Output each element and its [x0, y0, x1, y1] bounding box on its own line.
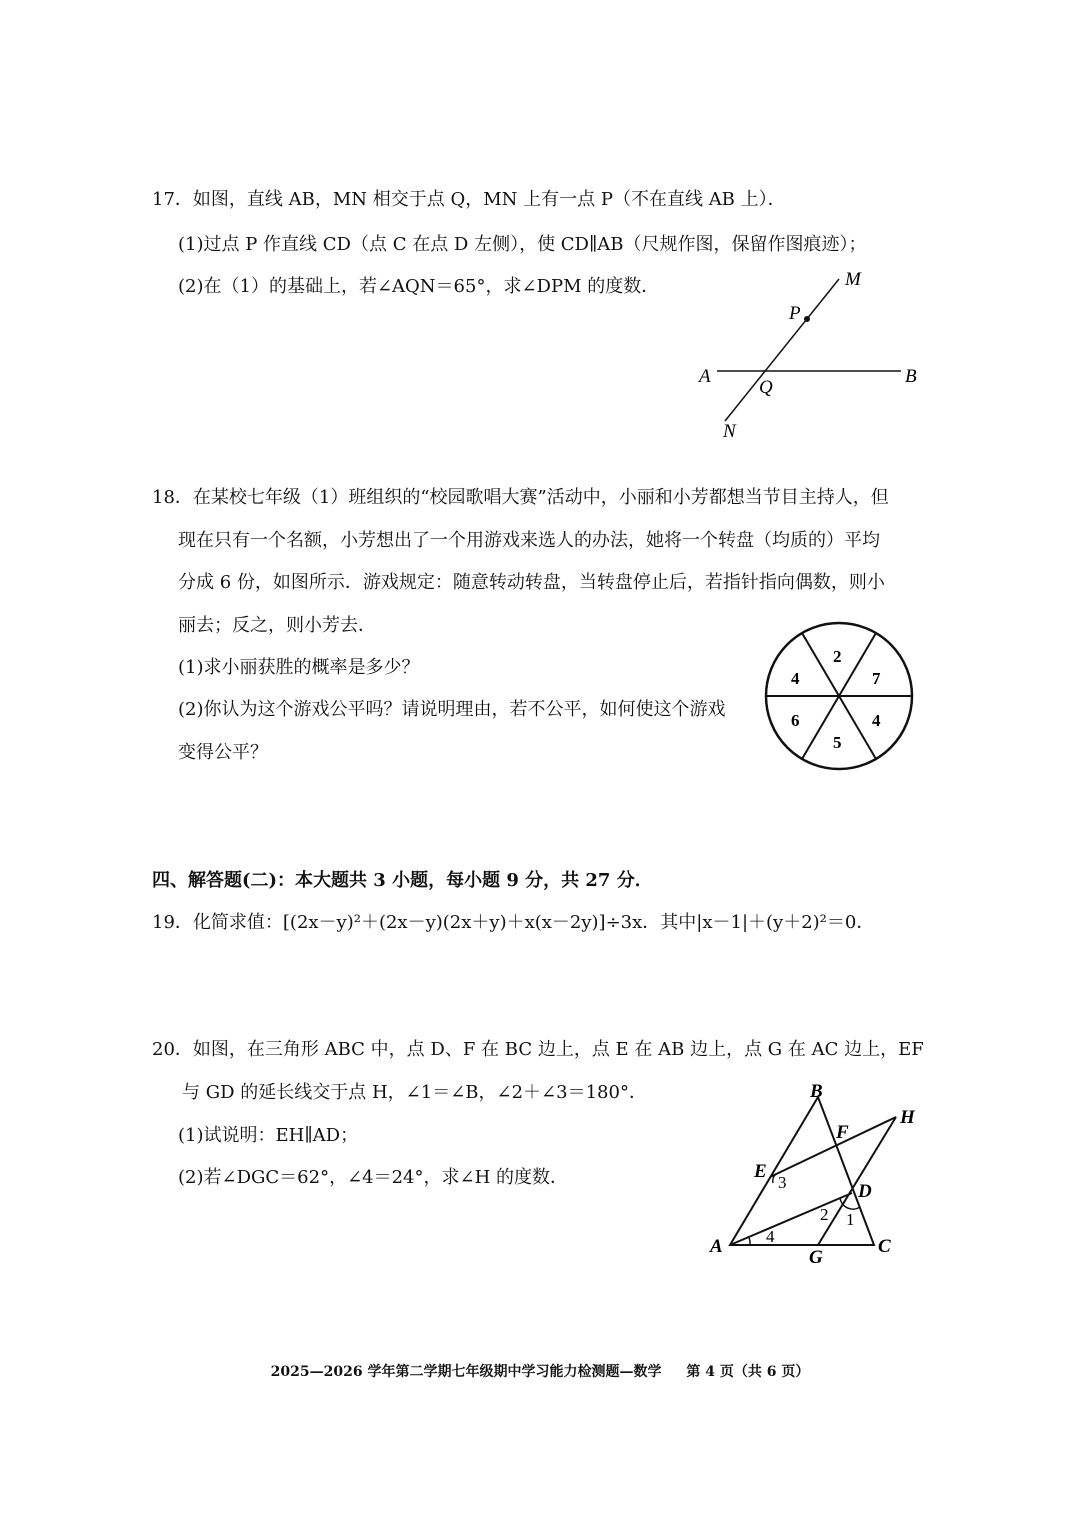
- page-footer: [0, 1362, 1080, 1382]
- wheel-number-top-right: 7: [872, 669, 881, 688]
- wheel-number-bottom: 5: [833, 733, 842, 752]
- q20-part1: (1)试说明：EH∥AD；: [178, 1125, 359, 1146]
- q20-line2: 与 GD 的延长线交于点 H，∠1＝∠B，∠2＋∠3＝180°．: [182, 1082, 647, 1103]
- label-a: A: [710, 1236, 723, 1257]
- label-p: P: [789, 303, 801, 324]
- label-b: B: [810, 1081, 823, 1102]
- label-d: D: [858, 1181, 872, 1202]
- label-angle-1: 1: [846, 1210, 855, 1229]
- q17-part2: (2)在（1）的基础上，若∠AQN＝65°，求∠DPM 的度数．: [178, 276, 660, 297]
- q17-figure: [695, 265, 935, 445]
- q18-part1: (1)求小丽获胜的概率是多少？: [178, 657, 420, 678]
- label-m: M: [845, 269, 861, 290]
- wheel-number-bottom-left: 6: [791, 711, 800, 730]
- label-n: N: [723, 421, 736, 442]
- q18-line3: 分成 6 份，如图所示．游戏规定：随意转动转盘，当转盘停止后，若指针指向偶数，则小: [178, 572, 885, 593]
- footer-page-number: 第 4 页（共 6 页）: [686, 1364, 810, 1380]
- label-q: Q: [759, 377, 773, 398]
- q18-part2-line1: (2)你认为这个游戏公平吗？请说明理由，若不公平，如何使这个游戏: [178, 699, 726, 720]
- angle-arc-4: [749, 1237, 750, 1245]
- label-b: B: [905, 366, 917, 387]
- label-e: E: [754, 1161, 767, 1182]
- q19-text: 19．化简求值：[(2x－y)²＋(2x－y)(2x＋y)＋x(x－2y)]÷3x．其中|x－1|＋(y＋2)²＝0．: [152, 912, 875, 933]
- point-p: [804, 316, 810, 322]
- section4-heading: 四、解答题(二)：本大题共 3 小题，每小题 9 分，共 27 分．: [152, 870, 653, 891]
- q18-part2-line2: 变得公平？: [178, 742, 268, 763]
- q18-line4: 丽去；反之，则小芳去．: [178, 615, 376, 636]
- wheel-number-top-left: 4: [791, 669, 800, 688]
- label-g: G: [809, 1247, 823, 1268]
- wheel-number-bottom-right: 4: [872, 711, 881, 730]
- label-f: F: [836, 1122, 849, 1143]
- q18-line1: 18．在某校七年级（1）班组织的“校园歌唱大赛”活动中，小丽和小芳都想当节目主持人，但: [152, 487, 889, 508]
- footer-title: 2025—2026 学年第二学期七年级期中学习能力检测题—数学: [270, 1364, 662, 1380]
- q20-line1: 20．如图，在三角形 ABC 中，点 D、F 在 BC 边上，点 E 在 AB 边上，点 G 在 AC 边上，EF: [152, 1039, 924, 1060]
- wheel-number-top: 2: [833, 647, 842, 666]
- q20-figure: [700, 1075, 940, 1275]
- label-a: A: [699, 366, 711, 387]
- label-angle-4: 4: [766, 1227, 775, 1246]
- label-h: H: [900, 1107, 915, 1128]
- line-mn: [725, 279, 839, 421]
- q17-stem: 17．如图，直线 AB，MN 相交于点 Q，MN 上有一点 P（不在直线 AB 上）．: [152, 189, 786, 210]
- spinner-wheel: [759, 618, 919, 778]
- q18-line2: 现在只有一个名额，小芳想出了一个用游戏来选人的办法，她将一个转盘（均质的）平均: [178, 530, 880, 551]
- label-angle-2: 2: [820, 1205, 829, 1224]
- label-c: C: [878, 1236, 891, 1257]
- q17-part1: (1)过点 P 作直线 CD（点 C 在点 D 左侧），使 CD∥AB（尺规作图，保留作图痕迹）；: [178, 234, 867, 255]
- q20-part2: (2)若∠DGC＝62°，∠4＝24°，求∠H 的度数．: [178, 1167, 569, 1188]
- label-angle-3: 3: [778, 1173, 787, 1192]
